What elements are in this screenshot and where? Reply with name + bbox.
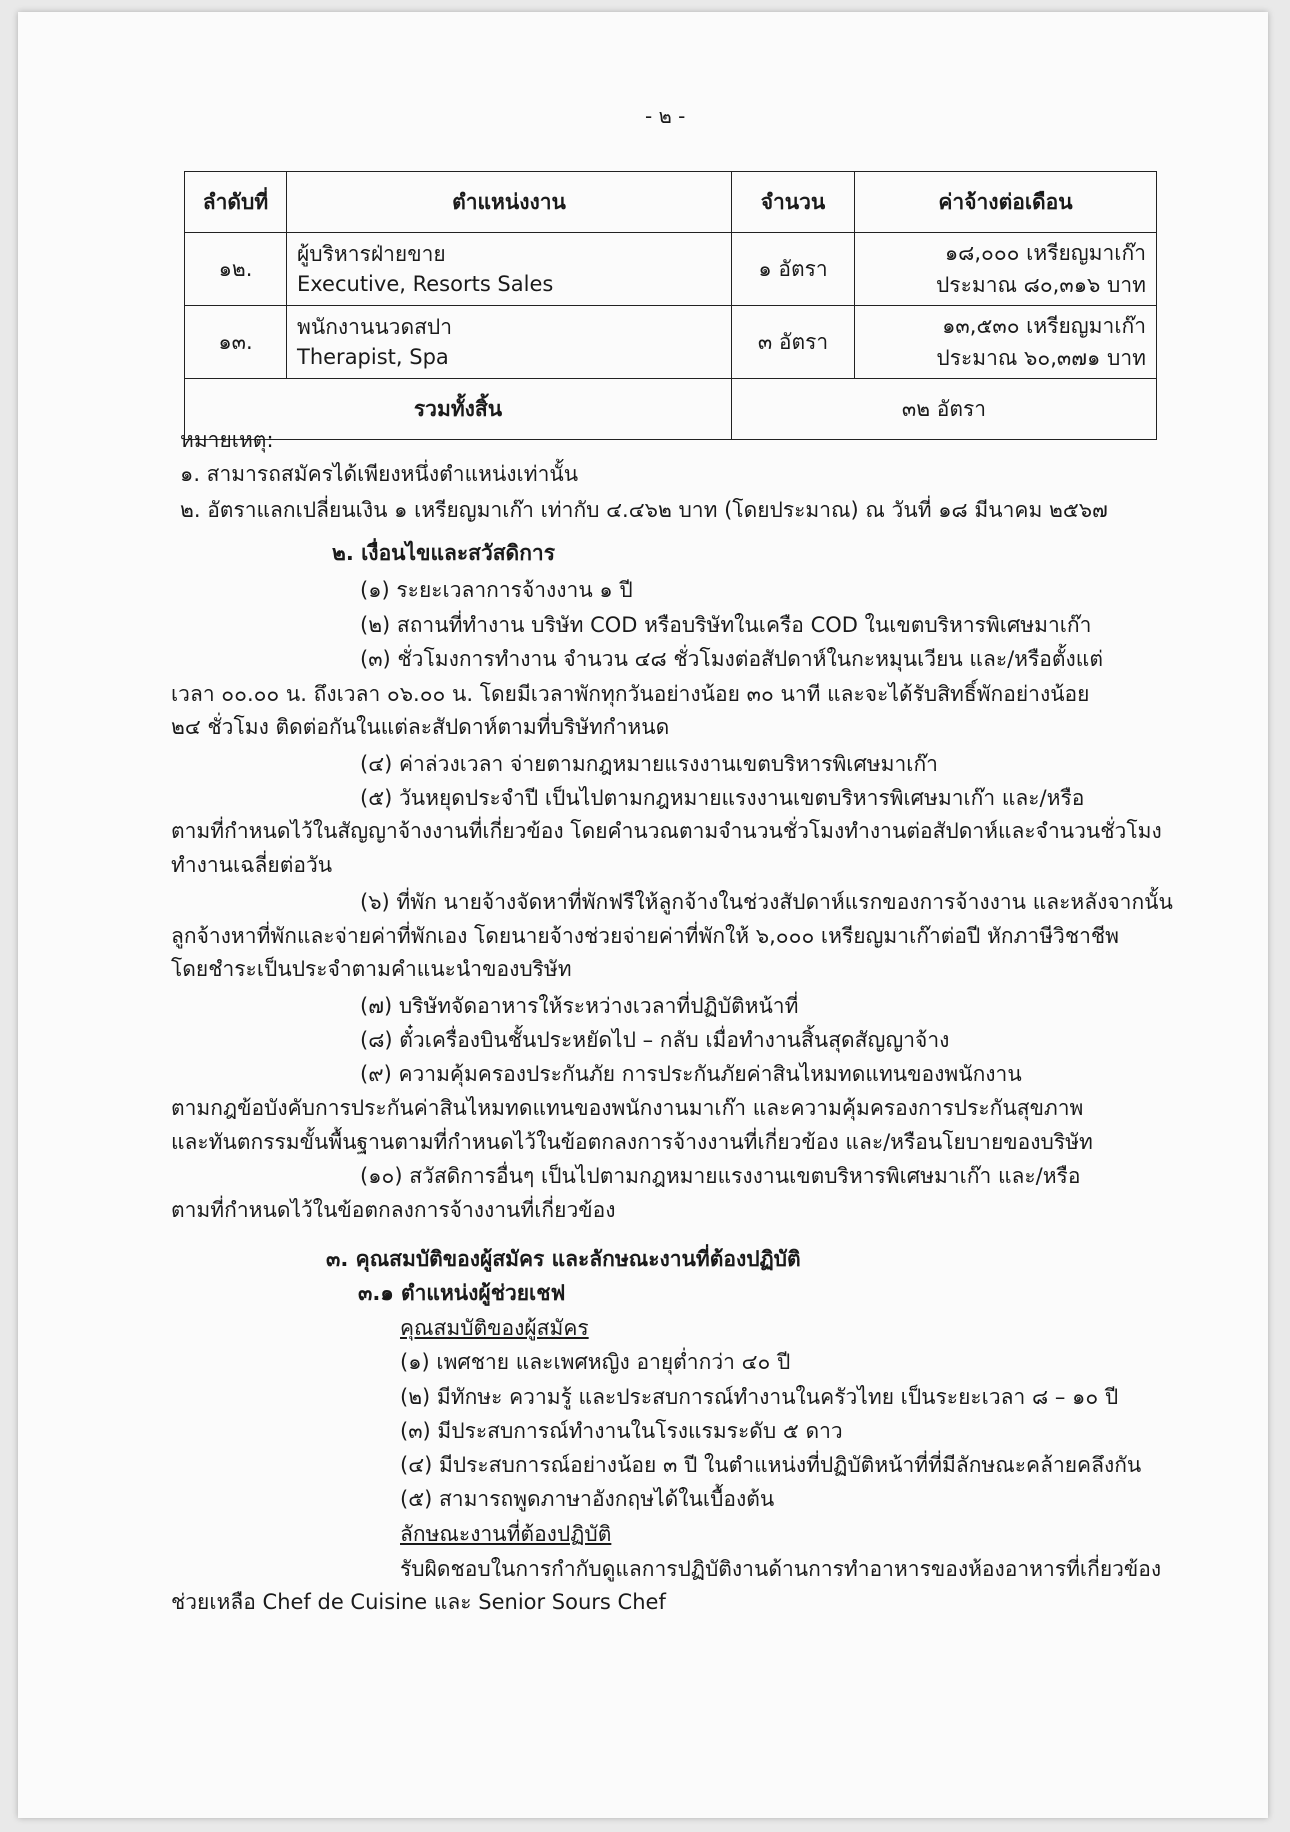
position-count: ๓ อัตรา [732, 306, 855, 379]
qualification-item: (๔) มีประสบการณ์อย่างน้อย ๓ ปี ในตำแหน่งที่ปฏิบัติหน้าที่ที่มีลักษณะคล้ายคลึงกัน [400, 1453, 1142, 1477]
section-2-line: ตามที่กำหนดไว้ในสัญญาจ้างงานที่เกี่ยวข้อง โดยคำนวณตามจำนวนชั่วโมงทำงานต่อสัปดาห์และจำนวนชั่วโมง [171, 819, 1162, 843]
position-title-en: Therapist, Spa [297, 345, 449, 369]
position-title-th: พนักงานนวดสปา [297, 315, 453, 339]
header-position: ตำแหน่งงาน [287, 172, 732, 233]
notes-heading: หมายเหตุ: [180, 428, 274, 452]
section-3-heading: ๓. คุณสมบัติของผู้สมัคร และลักษณะงานที่ต้องปฏิบัติ [326, 1247, 801, 1271]
header-count: จำนวน [732, 172, 855, 233]
salary-cell [855, 233, 1157, 306]
salary-cell [855, 306, 1157, 379]
table-row [185, 306, 1157, 379]
section-2-line: (๑) ระยะเวลาการจ้างงาน ๑ ปี [360, 578, 633, 602]
duties-heading: ลักษณะงานที่ต้องปฏิบัติ [400, 1522, 612, 1546]
salary-baht: ประมาณ ๖๐,๓๗๑ บาท [936, 346, 1146, 370]
total-value: ๓๒ อัตรา [732, 379, 1157, 440]
section-2-line: (๔) ค่าล่วงเวลา จ่ายตามกฎหมายแรงงานเขตบริหารพิเศษมาเก๊า [360, 752, 938, 776]
position-cell [287, 306, 732, 379]
qualification-item: (๕) สามารถพูดภาษาอังกฤษได้ในเบื้องต้น [400, 1487, 775, 1511]
duty-line: รับผิดชอบในการกำกับดูแลการปฏิบัติงานด้านการทำอาหารของห้องอาหารที่เกี่ยวข้อง [400, 1557, 1162, 1581]
section-3-1-heading: ๓.๑ ตำแหน่งผู้ช่วยเชฟ [358, 1281, 566, 1305]
section-2-line: ทำงานเฉลี่ยต่อวัน [171, 853, 333, 877]
position-cell [287, 233, 732, 306]
qualification-item: (๒) มีทักษะ ความรู้ และประสบการณ์ทำงานในครัวไทย เป็นระยะเวลา ๘ – ๑๐ ปี [400, 1385, 1119, 1409]
section-2-line: (๑๐) สวัสดิการอื่นๆ เป็นไปตามกฎหมายแรงงานเขตบริหารพิเศษมาเก๊า และ/หรือ [360, 1164, 1081, 1188]
note-item: ๒. อัตราแลกเปลี่ยนเงิน ๑ เหรียญมาเก๊า เท่ากับ ๔.๔๖๒ บาท (โดยประมาณ) ณ วันที่ ๑๘ มีนาคม ๒๕๖๗ [180, 498, 1108, 522]
section-2-line: ตามที่กำหนดไว้ในข้อตกลงการจ้างงานที่เกี่ยวข้อง [171, 1198, 616, 1222]
salary-mop: ๑๘,๐๐๐ เหรียญมาเก๊า [944, 241, 1146, 265]
total-label: รวมทั้งสิ้น [185, 379, 732, 440]
duty-line: ช่วยเหลือ Chef de Cuisine และ Senior Sours Chef [171, 1590, 666, 1614]
section-2-line: (๗) บริษัทจัดอาหารให้ระหว่างเวลาที่ปฏิบัติหน้าที่ [360, 994, 799, 1018]
row-number: ๑๒. [185, 233, 287, 306]
qualification-item: (๓) มีประสบการณ์ทำงานในโรงแรมระดับ ๕ ดาว [400, 1419, 843, 1443]
header-salary: ค่าจ้างต่อเดือน [855, 172, 1157, 233]
section-2-heading: ๒. เงื่อนไขและสวัสดิการ [332, 541, 555, 565]
section-2-line: (๙) ความคุ้มครองประกันภัย การประกันภัยค่าสินไหมทดแทนของพนักงาน [360, 1062, 1022, 1086]
section-2-line: (๒) สถานที่ทำงาน บริษัท COD หรือบริษัทในเครือ COD ในเขตบริหารพิเศษมาเก๊า [360, 613, 1092, 637]
position-title-th: ผู้บริหารฝ่ายขาย [297, 242, 446, 266]
salary-baht: ประมาณ ๘๐,๓๑๖ บาท [935, 273, 1146, 297]
section-2-line: ลูกจ้างหาที่พักและจ่ายค่าที่พักเอง โดยนายจ้างช่วยจ่ายค่าที่พักให้ ๖,๐๐๐ เหรียญมาเก๊าต่อปี หักภาษีวิชาชีพ [171, 924, 1119, 948]
header-order: ลำดับที่ [185, 172, 287, 233]
table-header-row [185, 172, 1157, 233]
section-2-line: (๓) ชั่วโมงการทำงาน จำนวน ๔๘ ชั่วโมงต่อสัปดาห์ในกะหมุนเวียน และ/หรือตั้งแต่ [360, 647, 1103, 671]
table-total-row [185, 379, 1157, 440]
qualification-item: (๑) เพศชาย และเพศหญิง อายุต่ำกว่า ๔๐ ปี [400, 1350, 791, 1374]
section-2-line: (๕) วันหยุดประจำปี เป็นไปตามกฎหมายแรงงานเขตบริหารพิเศษมาเก๊า และ/หรือ [360, 786, 1085, 810]
section-2-line: (๘) ตั๋วเครื่องบินชั้นประหยัดไป – กลับ เมื่อทำงานสิ้นสุดสัญญาจ้าง [360, 1028, 950, 1052]
section-2-line: เวลา ๐๐.๐๐ น. ถึงเวลา ๐๖.๐๐ น. โดยมีเวลาพักทุกวันอย่างน้อย ๓๐ นาที และจะได้รับสิทธิ์พักอย่างน้อย [171, 682, 1090, 706]
note-item: ๑. สามารถสมัครได้เพียงหนึ่งตำแหน่งเท่านั้น [180, 462, 579, 486]
section-2-line: โดยชำระเป็นประจำตามคำแนะนำของบริษัท [171, 957, 572, 981]
position-title-en: Executive, Resorts Sales [297, 272, 554, 296]
qualifications-heading: คุณสมบัติของผู้สมัคร [400, 1316, 589, 1340]
section-2-line: ๒๔ ชั่วโมง ติดต่อกันในแต่ละสัปดาห์ตามที่บริษัทกำหนด [171, 715, 670, 739]
salary-mop: ๑๓,๕๓๐ เหรียญมาเก๊า [942, 314, 1146, 338]
row-number: ๑๓. [185, 306, 287, 379]
table-row [185, 233, 1157, 306]
section-2-line: ตามกฎข้อบังคับการประกันค่าสินไหมทดแทนของพนักงานมาเก๊า และความคุ้มครองการประกันสุขภาพ [171, 1096, 1084, 1120]
section-2-line: (๖) ที่พัก นายจ้างจัดหาที่พักฟรีให้ลูกจ้างในช่วงสัปดาห์แรกของการจ้างงาน และหลังจากนั้น [360, 890, 1173, 914]
position-count: ๑ อัตรา [732, 233, 855, 306]
page-number: - ๒ - [645, 104, 686, 128]
positions-table [184, 171, 1157, 440]
section-2-line: และทันตกรรมขั้นพื้นฐานตามที่กำหนดไว้ในข้อตกลงการจ้างงานที่เกี่ยวข้อง และ/หรือนโยบายของบริษัท [171, 1130, 1093, 1154]
